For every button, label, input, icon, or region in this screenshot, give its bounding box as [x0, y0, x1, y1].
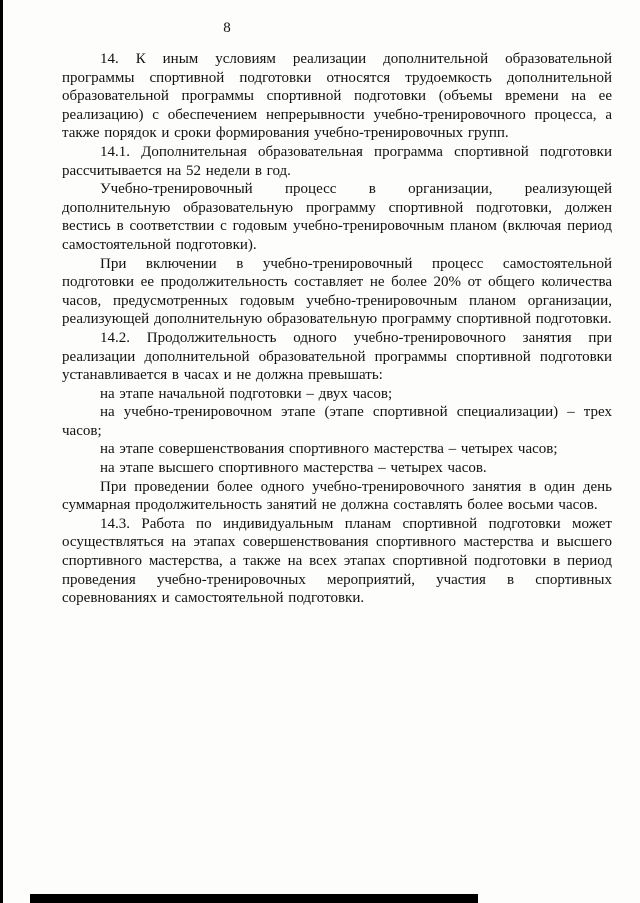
paragraph: 14.3. Работа по индивидуальным планам спортивной подготовки может осуществляться на этапах совершенствования спортивного мастерства и высшего спортивного мастерства, а также на всех этапах спортивной подготовки в период проведения учебно-тренировочных мероприятий, участия в спортивных соревнованиях и самостоятельной подготовки.: [62, 515, 612, 607]
scan-artifact-left-edge: [0, 0, 3, 903]
paragraph: Учебно-тренировочный процесс в организации, реализующей дополнительную образовательную программу спортивной подготовки, должен вестись в соответствии с годовым учебно-тренировочным планом (включая период самостоятельной подготовки).: [62, 181, 612, 253]
paragraph: 14.1. Дополнительная образовательная программа спортивной подготовки рассчитывается на 52 недели в год.: [62, 143, 612, 179]
text-block: [62, 20, 612, 608]
list-line: на этапе начальной подготовки – двух часов;: [100, 385, 393, 402]
page-number: 8: [223, 20, 231, 36]
paragraph: При включении в учебно-тренировочный процесс самостоятельной подготовки ее продолжительность составляет не более 20% от общего количества часов, предусмотренных годовым учебно-тренировочным планом организации, реализующей дополнительную образовательную программу спортивной подготовки.: [62, 255, 612, 328]
paragraph: При проведении более одного учебно-тренировочного занятия в один день суммарная продолжительность занятий не должна составлять более восьми часов.: [62, 478, 612, 514]
paragraph: 14. К иным условиям реализации дополнительной образовательной программы спортивной подготовки относятся трудоемкость дополнительной образовательной программы спортивной подготовки (объемы времени на ее реализацию) с обеспечением непрерывности учебно-тренировочного процесса, а также порядок и сроки формирования учебно-тренировочных групп.: [62, 51, 612, 142]
list-line: на этапе высшего спортивного мастерства – четырех часов.: [100, 460, 487, 477]
list-line: на учебно-тренировочном этапе (этапе спортивной специализации) – трех часов;: [62, 404, 612, 439]
list-line: на этапе совершенствования спортивного мастерства – четырех часов;: [100, 441, 558, 458]
scan-artifact-bottom-edge: [30, 894, 478, 903]
paragraph: 14.2. Продолжительность одного учебно-тренировочного занятия при реализации дополнительной образовательной программы спортивной подготовки устанавливается в часах и не должна превышать:: [62, 329, 612, 384]
